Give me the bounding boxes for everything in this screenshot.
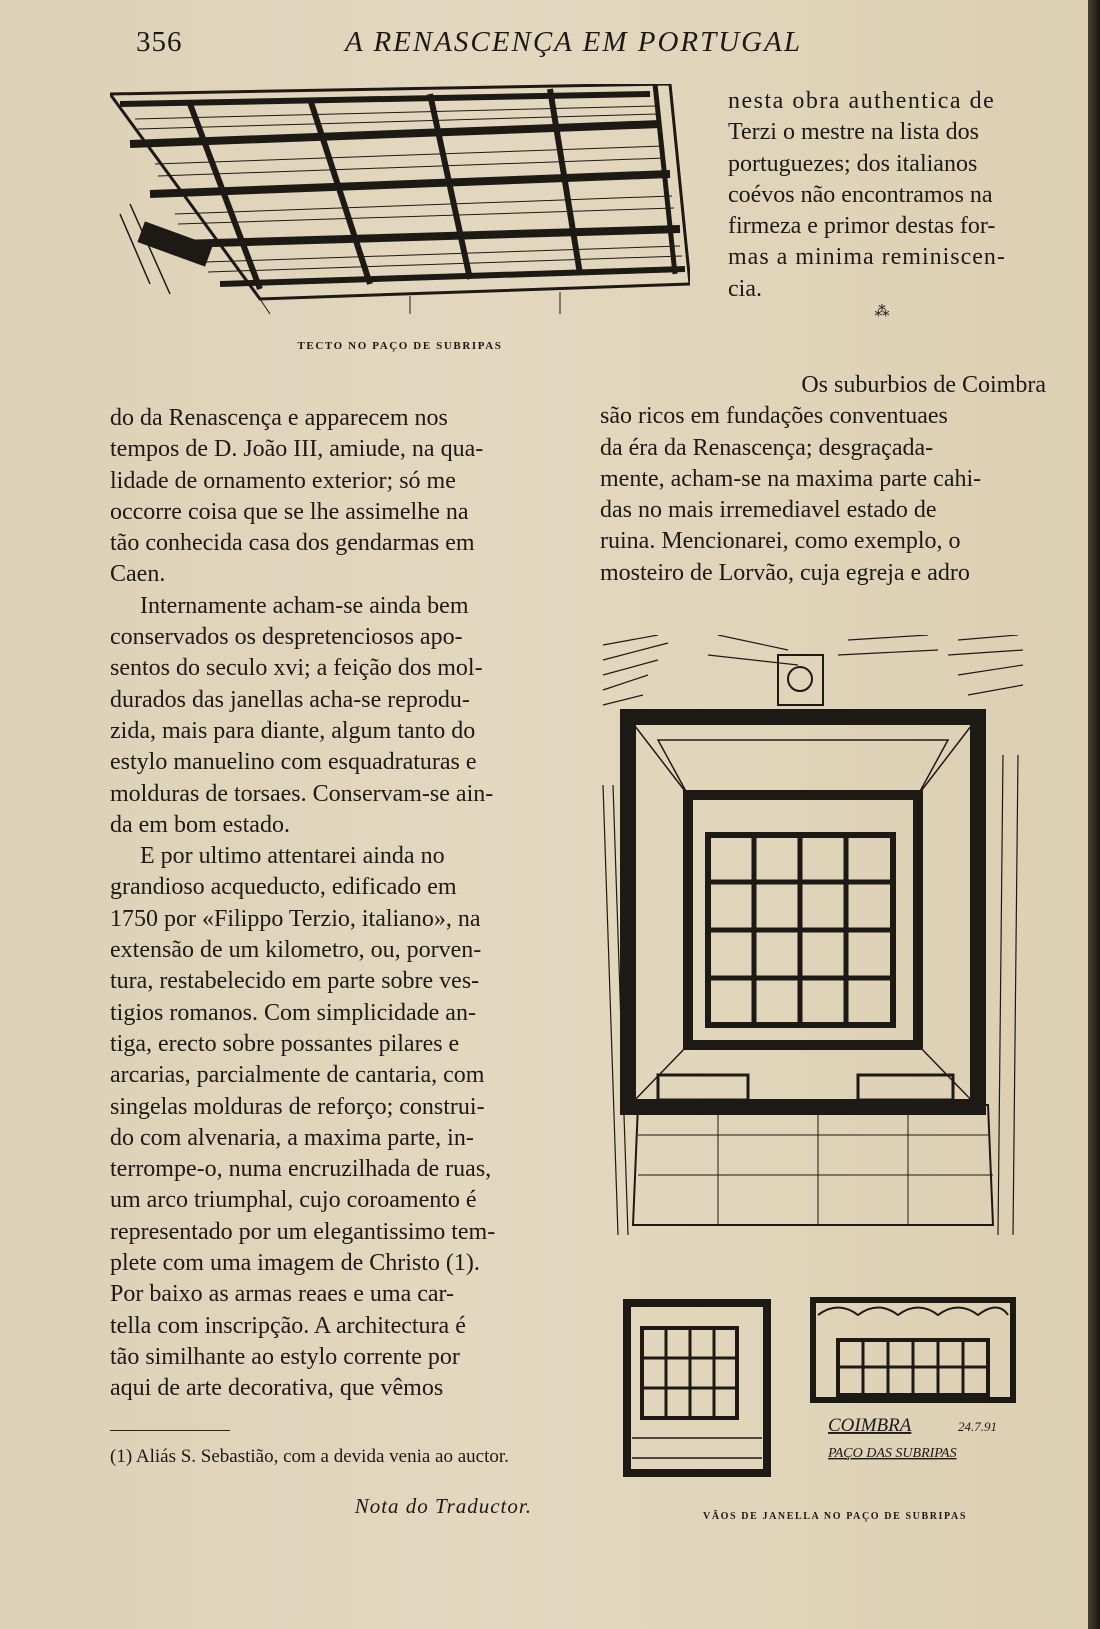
- asterism: ⁂: [874, 304, 890, 320]
- text-line: zida, mais para diante, algum tanto do: [110, 717, 476, 744]
- page-header: [0, 22, 1100, 66]
- text-line: portuguezes; dos italianos: [728, 150, 978, 177]
- text-line: mente, acham-se na maxima parte cahi-: [600, 465, 982, 492]
- text-line: tão similhante ao estylo corrente por: [110, 1343, 460, 1370]
- text-line: firmeza e primor destas for-: [728, 213, 996, 240]
- text-line: representado por um elegantissimo tem-: [110, 1218, 496, 1245]
- footnote-rule: [110, 1430, 230, 1431]
- text-line: são ricos em fundações conventuaes: [600, 403, 948, 430]
- text-line: grandioso acqueducto, edificado em: [110, 874, 457, 901]
- sketch-inscription-place: COIMBRA: [828, 1415, 912, 1436]
- text-line: ruina. Mencionarei, como exemplo, o: [600, 528, 961, 555]
- text-line: coévos não encontramos na: [728, 181, 993, 208]
- text-line: tiga, erecto sobre possantes pilares e: [110, 1030, 460, 1057]
- text-line: da éra da Renascença; desgraçada-: [600, 434, 934, 461]
- text-line: sentos do seculo xvi; a feição dos mol-: [110, 655, 483, 682]
- text-line: lidade de ornamento exterior; só me: [110, 467, 456, 494]
- text-line: nesta obra authentica de: [728, 88, 996, 114]
- text-line: mas a minima reminiscen-: [728, 244, 1006, 271]
- text-line: durados das janellas acha-se reprodu-: [110, 686, 470, 713]
- text-line: 1750 por «Filippo Terzio, italiano», na: [110, 905, 481, 932]
- text-line: estylo manuelino com esquadraturas e: [110, 749, 477, 776]
- text-line: das no mais irremediavel estado de: [600, 497, 937, 524]
- text-line: occorre coisa que se lhe assimelhe na: [110, 498, 469, 525]
- text-line: do com alvenaria, a maxima parte, in-: [110, 1124, 474, 1151]
- text-line: do da Renascença e apparecem nos: [110, 405, 448, 431]
- page-spine-shadow: [1088, 0, 1100, 1629]
- text-line: conservados os despretenciosos apo-: [110, 624, 463, 651]
- text-line: cia.: [728, 275, 762, 302]
- text-line: da em bom estado.: [110, 811, 290, 838]
- text-line: tella com inscripção. A architectura é: [110, 1312, 466, 1339]
- text-line: terrompe-o, numa encruzilhada de ruas,: [110, 1156, 492, 1183]
- text-line: Caen.: [110, 561, 166, 588]
- text-line: tura, restabelecido em parte sobre ves-: [110, 968, 480, 995]
- sketch-inscription-date: 24.7.91: [958, 1419, 997, 1434]
- small-window-engraving: [622, 1298, 772, 1478]
- text-line: aqui de arte decorativa, que vêmos: [110, 1375, 444, 1402]
- window-illustration-small-left: [622, 1298, 772, 1478]
- ceiling-engraving: [110, 84, 690, 314]
- text-line: Por baixo as armas reaes e uma car-: [110, 1281, 455, 1308]
- sketch-inscription-subject: PAÇO DAS SUBRIPAS: [828, 1446, 957, 1461]
- text-line: plete com uma imagem de Christo (1).: [110, 1250, 480, 1277]
- window-illustration-large: [598, 635, 1028, 1255]
- left-column: [110, 403, 556, 1405]
- text-line: E por ultimo attentarei ainda no: [140, 843, 445, 870]
- text-line: tão conhecida casa dos gendarmas em: [110, 530, 475, 557]
- text-line: arcarias, parcialmente de cantaria, com: [110, 1062, 485, 1089]
- footnote-signature: Nota do Traductor.: [354, 1494, 532, 1518]
- text-line: Internamente acham-se ainda bem: [140, 592, 469, 619]
- window-engraving: [598, 635, 1028, 1255]
- footnote: (1) Aliás S. Sebastião, com a devida venia ao auctor.: [110, 1446, 509, 1467]
- sketch-engraving: [808, 1295, 1018, 1480]
- right-column-top: [728, 86, 1046, 305]
- text-line: tigios romanos. Com simplicidade an-: [110, 999, 476, 1026]
- ceiling-illustration: [110, 84, 690, 314]
- text-line: Terzi o mestre na lista dos: [728, 119, 979, 146]
- text-line: um arco triumphal, cujo coroamento é: [110, 1187, 477, 1214]
- text-line: mosteiro de Lorvão, cuja egreja e adro: [600, 559, 970, 586]
- page-number: 356: [136, 26, 183, 58]
- window-illustration-small-right: [808, 1295, 1018, 1480]
- text-line: singelas molduras de reforço; construi-: [110, 1093, 485, 1120]
- text-line: molduras de torsaes. Conservam-se ain-: [110, 780, 494, 807]
- right-column-bottom: [600, 370, 1046, 589]
- window-caption: VÃOS DE JANELLA NO PAÇO DE SUBRIPAS: [703, 1511, 967, 1522]
- text-line: tempos de D. João III, amiude, na qua-: [110, 436, 484, 463]
- text-line: extensão de um kilometro, ou, porven-: [110, 937, 482, 964]
- ceiling-caption: TECTO NO PAÇO DE SUBRIPAS: [297, 340, 503, 352]
- text-line: Os suburbios de Coimbra: [801, 372, 1046, 398]
- running-title: A RENASCENÇA EM PORTUGAL: [345, 26, 802, 58]
